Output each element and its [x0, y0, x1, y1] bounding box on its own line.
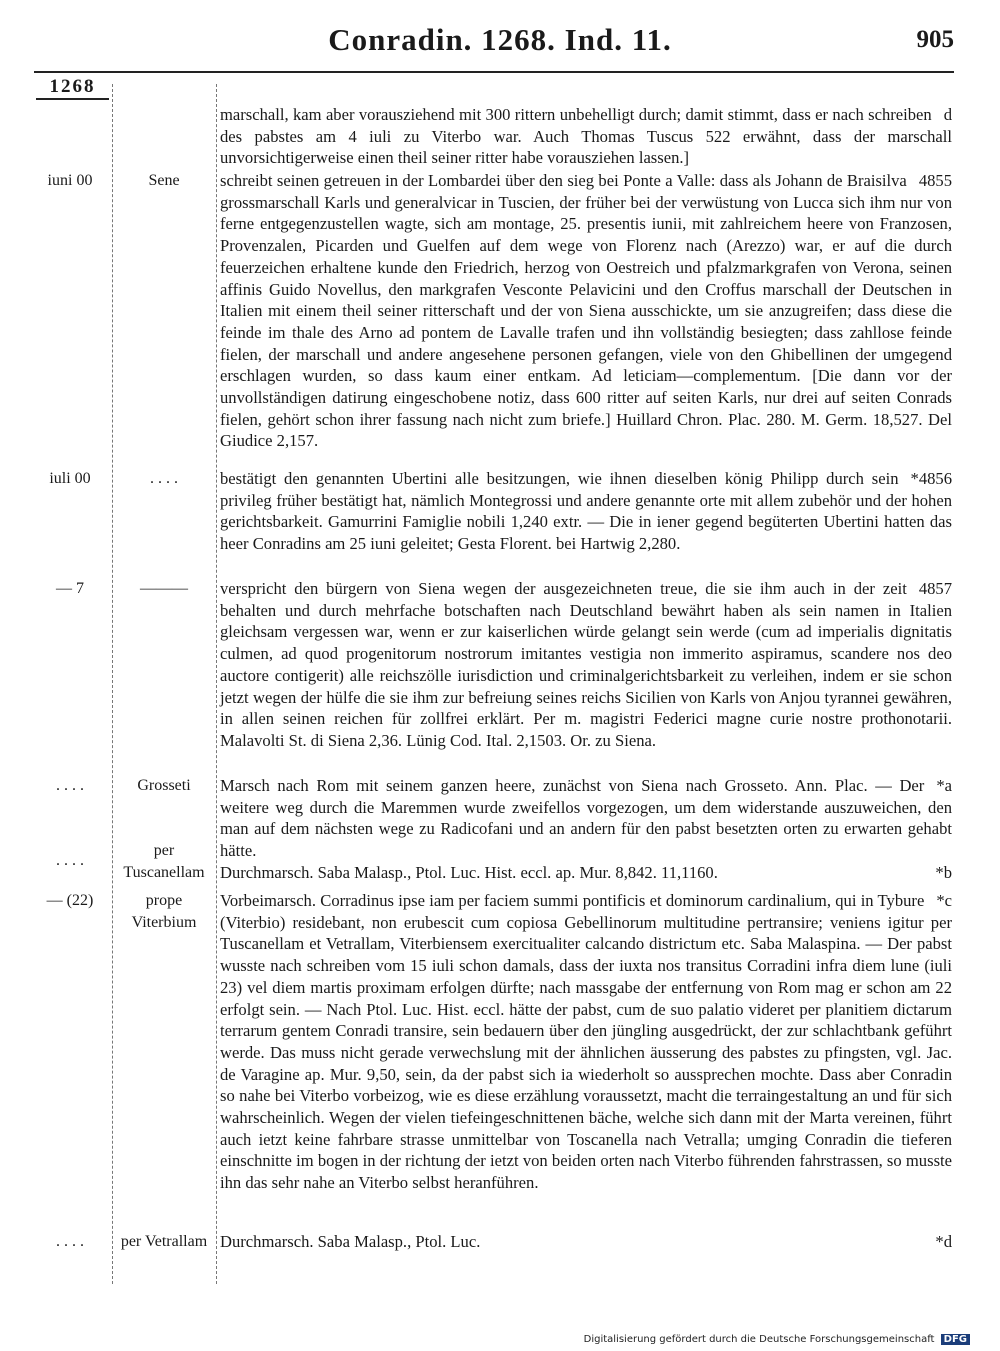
entry-date: — 7 [56, 580, 84, 597]
entry-place: prope Viterbium [131, 892, 197, 931]
entry-place: Sene [148, 172, 180, 189]
entry-number: *a [936, 776, 952, 795]
entry-date: . . . . [56, 1233, 84, 1250]
entry-body: bestätigt den genannten Ubertini alle besitzungen, wie ihnen dieselben könig Philipp durch sein privileg früher bestätigt hat, nämlich Montegrossi und andere genannte orte mit allem zubehör und der hohen gerichtsbarkeit. Gamurrini Famiglie nobili 1,240 extr. — Die in iener gegend begüterten Ubertini hatten das heer Conradins am 25 iuni geleitet; Gesta Florent. bei Hartwig 2,280. [220, 469, 952, 554]
entry-text [220, 468, 952, 555]
column-divider-place [216, 84, 217, 1284]
entry-place: Grosseti [137, 777, 191, 794]
page-number: 905 [916, 26, 954, 53]
entry-number: *b [935, 863, 952, 882]
entry-number: *d [935, 1232, 952, 1251]
footer-text: Digitalisierung gefördert durch die Deutsche Forschungsgemeinschaft [583, 1334, 935, 1345]
entry-place: per Vetrallam [120, 1233, 208, 1250]
entry-date: — (22) [46, 892, 94, 909]
entry-number: d [943, 105, 952, 124]
header-rule [34, 71, 954, 73]
entry-text [220, 1231, 952, 1253]
page-title: Conradin. 1268. Ind. 11. [328, 22, 672, 57]
entry-body: Durchmarsch. Saba Malasp., Ptol. Luc. [220, 1232, 481, 1251]
entry-text [220, 170, 952, 452]
entry-date: iuli 00 [49, 470, 91, 487]
entry-place: . . . . [150, 470, 178, 487]
entry-text [220, 104, 952, 169]
entry-body: verspricht den bürgern von Siena wegen der ausgezeichneten treue, die sie ihm auch in der zeit behalten und durch mehrfache botschaften nach Deutschland bewährt haben als sein namen in Italien gleichsam vergessen war, wenn er zur kaiserlichen würde gelangt sein werde (cum ad imperialis dignitatis culmen, ad quod progenitorum nostrorum imitantes vestigia non immerito aspiramus, scandere nos deo auctore contigerit) alle reichszölle iurisdiction und criminalgerichtsbarkeit zu verleihen, indem er sie schon jetzt wegen der hülfe die sie ihm zur befreiung seines reichs Sicilien von Karls von Anjou tyrannei gewähren, in allen seinen reichen für zollfrei erklärt. Per m. magistri Federici magne curie nostre prothonotarii. Malavolti St. di Siena 2,36. Lünig Cod. Ital. 2,1503. Or. zu Siena. [220, 579, 952, 750]
entry-date: . . . . [56, 852, 84, 869]
entry-body: Durchmarsch. Saba Malasp., Ptol. Luc. Hist. eccl. ap. Mur. 8,842. 11,1160. [220, 863, 718, 882]
dfg-logo: DFG [941, 1334, 970, 1345]
entry-place: ——— [140, 580, 188, 597]
year-label: 1268 [36, 76, 109, 100]
entry-number: *4856 [910, 469, 952, 488]
entry-place: per Tuscanellam [123, 842, 205, 881]
entry-number: 4855 [918, 171, 952, 190]
entry-body: Vorbeimarsch. Corradinus ipse iam per faciem summi pontificis et dominorum cardinalium, qui in Tybure (Viterbio) residebant, non erubescit cum copiosa Gebellinorum multitudine pertransire; veniens igitur per Tuscanellam et Vetrallam, Viterbiensem exercitualiter calcando districtum etc. Saba Malaspina. — Der pabst wusste nach schreiben vom 15 iuli schon damals, dass der iuxta nos transitus Corradini infra diem lune (iuli 23) vel diem martis proximam erfolgen dürfte; nach massgabe der entfernung von Rom mag er schon am 22 erfolgt sein. — Nach Ptol. Luc. Hist. eccl. hätte der pabst, cum de suo palatio videret per planitiem dictarum terrarum gentem Conradi transire, sein bedauern über den jüngling ausgedrückt, der zur schlachtbank geführt werde. Das muss nicht gerade verwechslung mit der ähnlichen äusserung des pabstes zu pfingsten, vgl. Jac. de Varagine ap. Mur. 9,50, sein, da der pabst sich ia wiederholt so aussprechen mochte. Dass aber Conradin so nahe bei Viterbo vorbeizog, wie es diese erzählung voraussetzt, macht die terraingestaltung an und für sich wahrscheinlich. Wegen der vielen tiefeingeschnittenen bäche, welche sich dann mit der Marta vereinen, führt auch ietzt keine fahrbare strasse unmittelbar von Toscanella nach Vetralla; umging Conradin die tieferen einschnitte im bogen in der richtung der ietzt von beiden orten nach Viterbo führenden fahrstrassen, so musste ihn das sehr nahe an Viterbo selbst heranführen. [220, 891, 952, 1193]
entry-number: *c [936, 891, 952, 910]
page-header [0, 14, 1000, 64]
entry-body: schreibt seinen getreuen in der Lombardei über den sieg bei Ponte a Valle: dass als Johann de Braisilva grossmarschall Karls und generalvicar in Tuscien, der früher bei der verwüstung von Lucca sich ihm nur von ferne entgegenzustellen wagte, sich am montage, 25. presentis iunii, mit zahlreichem heere von Franzosen, Provenzalen, Picarden und Guelfen auf dem wege von Florenz nach (Arezzo) war, er auf die durch feuerzeichen erhaltene kunde den Friedrich, herzog von Oestreich und pfalzmarkgrafen von Verona, seinen affinis Guido Novellus, den markgrafen Vesconte Pelavicini und den Croffus marschall der Deutschen in Italien mit einem theil seiner ritterschaft und der von Siena ausschickte, um sie anzugreifen; dass diese die feinde im thale des Arno ad pontem de Lavalle trafen und ihn vollständig besiegten; dass zahllose feinde fielen, der marschall und andere angesehene personen gefangen, viele von den Ghibellinen der umgegend erschlagen wurden, so dass kaum einer entkam. Ad leticiam—complementum. [Die dann vor der unvollständigen datirung eingeschobene notiz, dass 600 ritter auf seiten Karls, nur drei auf seiten Conrads fielen, gehört schon ihrer fassung nach nicht zum briefe.] Huillard Chron. Plac. 280. M. Germ. 18,527. Del Giudice 2,157. [220, 171, 952, 451]
column-divider-date [112, 84, 113, 1284]
entry-text [220, 578, 952, 752]
entry-body: marschall, kam aber vorausziehend mit 300 rittern unbehelligt durch; damit stimmt, dass er nach schreiben des pabstes am 4 iuli zu Viterbo war. Auch Thomas Tuscus 522 erwähnt, dass der marschall unvorsichtigerweise einen theil seiner ritter habe vorausziehen lassen.] [220, 105, 952, 168]
footer-credit [584, 1334, 970, 1345]
entry-number: 4857 [918, 579, 952, 598]
entry-text [220, 862, 952, 884]
entry-text [220, 890, 952, 1194]
entry-text [220, 775, 952, 862]
entry-date: . . . . [56, 777, 84, 794]
entry-date: iuni 00 [47, 172, 93, 189]
entry-body: Marsch nach Rom mit seinem ganzen heere, zunächst von Siena nach Grosseto. Ann. Plac. — Der weitere weg durch die Maremmen wurde zweifellos vorgezogen, um dem widerstande auszuweichen, den man auf dem nächsten wege zu Radicofani und an andern für den pabst besetzten orten zu erwarten gehabt hätte. [220, 776, 952, 861]
